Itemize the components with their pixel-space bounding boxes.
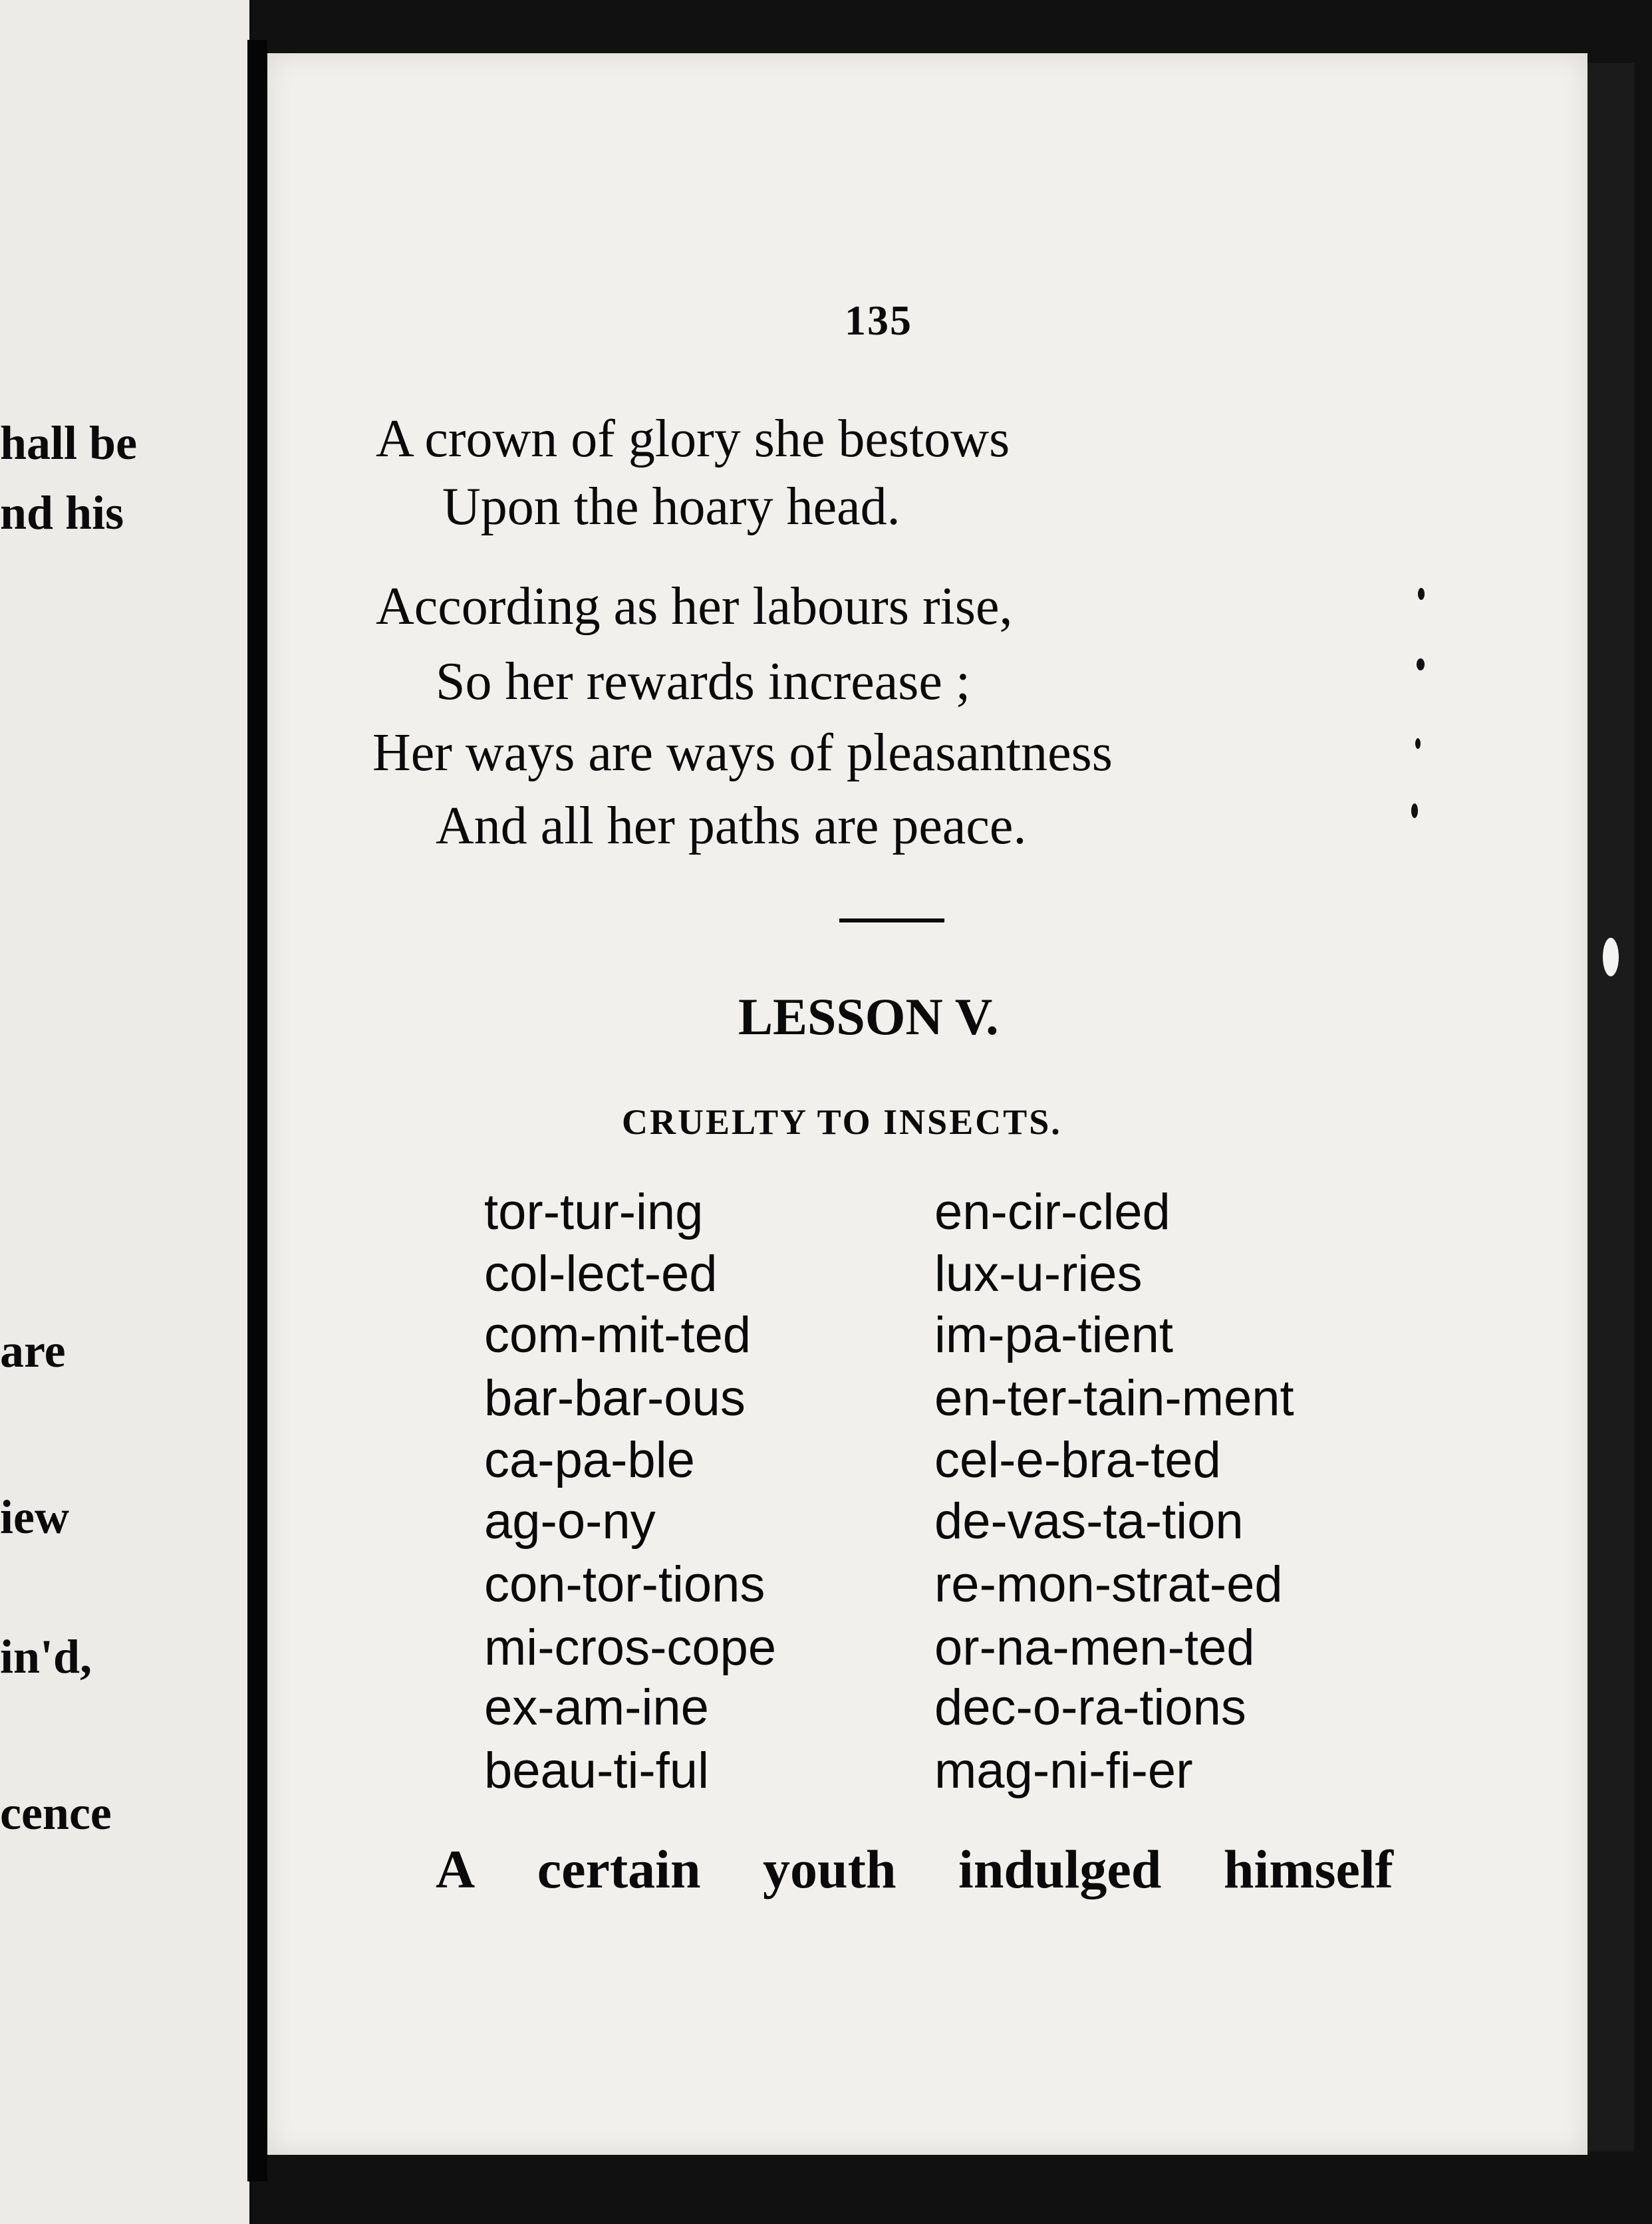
spelling-word: beau-ti-ful [484,1742,709,1799]
verse-line: According as her labours rise, [376,577,1013,636]
left-page-fragment: in'd, [0,1630,92,1683]
left-page-fragment: nd his [0,486,124,539]
left-page-fragment: iew [0,1490,69,1544]
lesson-title: LESSON V. [738,988,999,1045]
spelling-word: cel-e-bra-ted [934,1432,1221,1488]
spelling-word: tor-tur-ing [484,1184,704,1240]
final-line-word: himself [1223,1839,1393,1899]
spelling-word: re-mon-strat-ed [934,1556,1283,1613]
spelling-word: ag-o-ny [484,1493,656,1550]
page-edge-mark [1603,938,1619,976]
final-text-line [436,1839,1393,1899]
verse-line: A crown of glory she bestows [376,410,1010,468]
spelling-word: ex-am-ine [484,1679,709,1736]
final-line-word: certain [537,1839,701,1899]
spelling-word: bar-bar-ous [484,1370,746,1427]
final-line-word: indulged [958,1839,1162,1899]
margin-speck [1417,658,1425,670]
lesson-subtitle: CRUELTY TO INSECTS. [622,1102,1062,1142]
margin-speck [1415,738,1421,749]
margin-speck [1411,803,1418,818]
left-page [0,0,249,2224]
spelling-word: con-tor-tions [484,1556,765,1613]
left-page-fragment: hall be [0,416,138,470]
verse-line: Her ways are ways of pleasantness [372,724,1113,782]
verse-line: And all her paths are peace. [436,797,1027,855]
page-number: 135 [845,297,912,344]
spelling-word: de-vas-ta-tion [934,1493,1244,1550]
spelling-word: dec-o-ra-tions [934,1679,1246,1736]
final-line-word: youth [763,1839,896,1899]
margin-speck [1418,588,1425,600]
left-page-fragment: are [0,1324,66,1377]
spelling-word: lux-u-ries [934,1246,1143,1302]
spelling-word: im-pa-tient [934,1307,1173,1363]
book-gutter [247,40,267,2181]
spelling-word: en-cir-cled [934,1184,1170,1240]
left-page-fragment: cence [0,1786,112,1840]
spelling-word: col-lect-ed [484,1246,718,1302]
final-line-word: A [436,1839,476,1899]
verse-line: Upon the hoary head. [442,478,900,536]
spelling-word: en-ter-tain-ment [934,1370,1294,1427]
spelling-word: or-na-men-ted [934,1619,1255,1676]
spelling-word: ca-pa-ble [484,1432,695,1488]
page-edge [1587,63,1634,2152]
verse-line: So her rewards increase ; [436,652,971,711]
spelling-word: mi-cros-cope [484,1619,777,1676]
section-rule [839,918,944,922]
spelling-word: com-mit-ted [484,1307,752,1363]
spelling-word: mag-ni-fi-er [934,1742,1193,1799]
